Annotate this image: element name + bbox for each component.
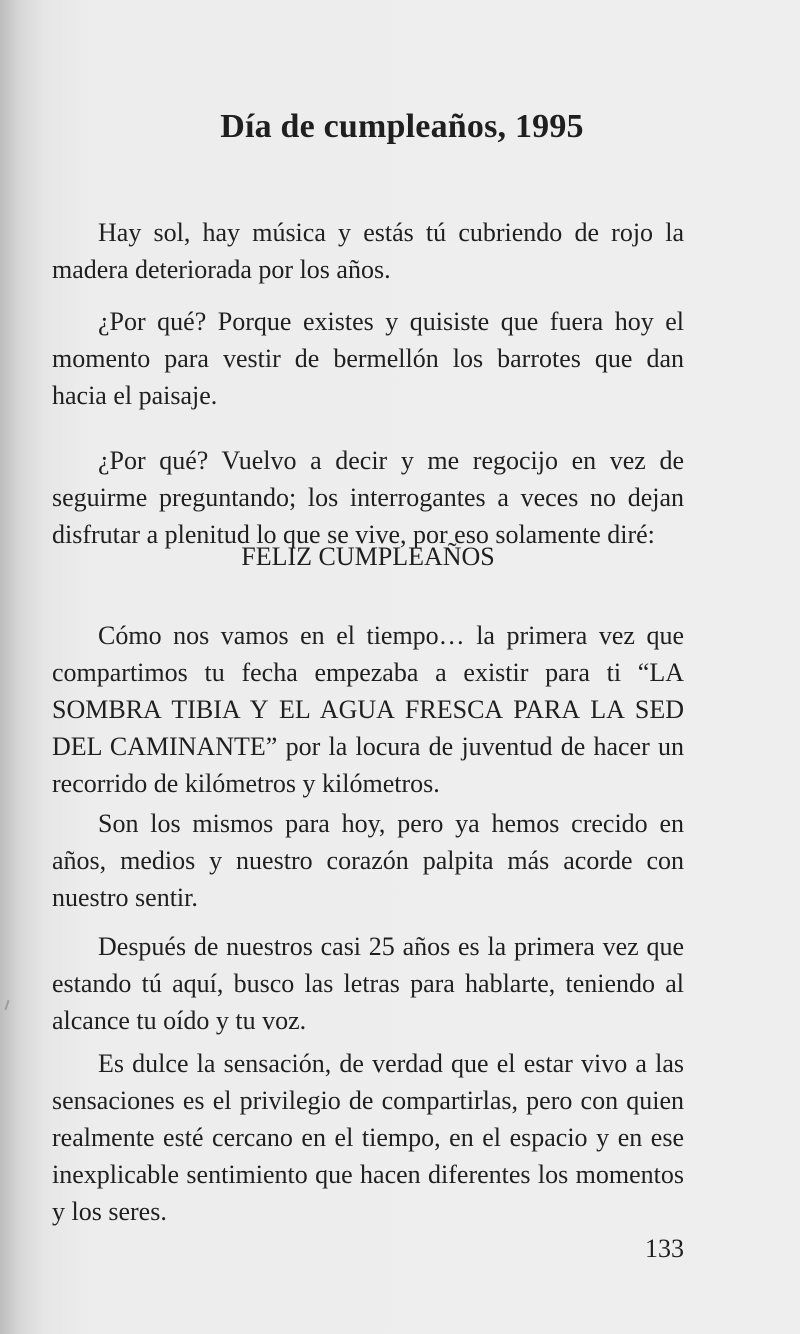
paragraph-7: Es dulce la sensación, de verdad que el estar vivo a las sensaciones es el privilegio de compartirlas, pero con quien realmente esté cercano en el tiempo, en el espacio y en ese inexplicable sentimiento que hacen diferentes los momentos y los seres.: [52, 1049, 684, 1226]
paragraph-6: Después de nuestros casi 25 años es la primera vez que estando tú aquí, busco las letras para hablarte, teniendo al alcance tu oído y tu voz.: [52, 932, 684, 1035]
paragraph-5: Son los mismos para hoy, pero ya hemos crecido en años, medios y nuestro corazón palpita más acorde con nuestro sentir.: [52, 809, 684, 912]
page-title: Día de cumpleaños, 1995: [220, 108, 584, 145]
scan-mark: [5, 1000, 10, 1010]
paragraph-4: Cómo nos vamos en el tiempo… la primera vez que compartimos tu fecha empezaba a existir para ti “LA SOMBRA TIBIA Y EL AGUA FRESCA PARA LA SED DEL CAMINANTE” por la locura de juventud de hacer un recorrido de kilómetros y kilómetros.: [52, 621, 684, 798]
paragraph-2: ¿Por qué? Porque existes y quisiste que fuera hoy el momento para vestir de bermellón los barrotes que dan hacia el paisaje.: [52, 307, 684, 410]
paragraph-3: ¿Por qué? Vuelvo a decir y me regocijo en vez de seguirme preguntando; los interrogantes a veces no dejan disfrutar a plenitud lo que se vive, por eso solamente diré:: [52, 446, 684, 549]
paragraph-1: Hay sol, hay música y estás tú cubriendo de rojo la madera deteriorada por los años.: [52, 218, 684, 284]
page-number: 133: [645, 1234, 684, 1263]
book-page: [52, 0, 684, 1334]
feliz-cumpleanos-heading: FELIZ CUMPLEAÑOS: [241, 542, 495, 571]
